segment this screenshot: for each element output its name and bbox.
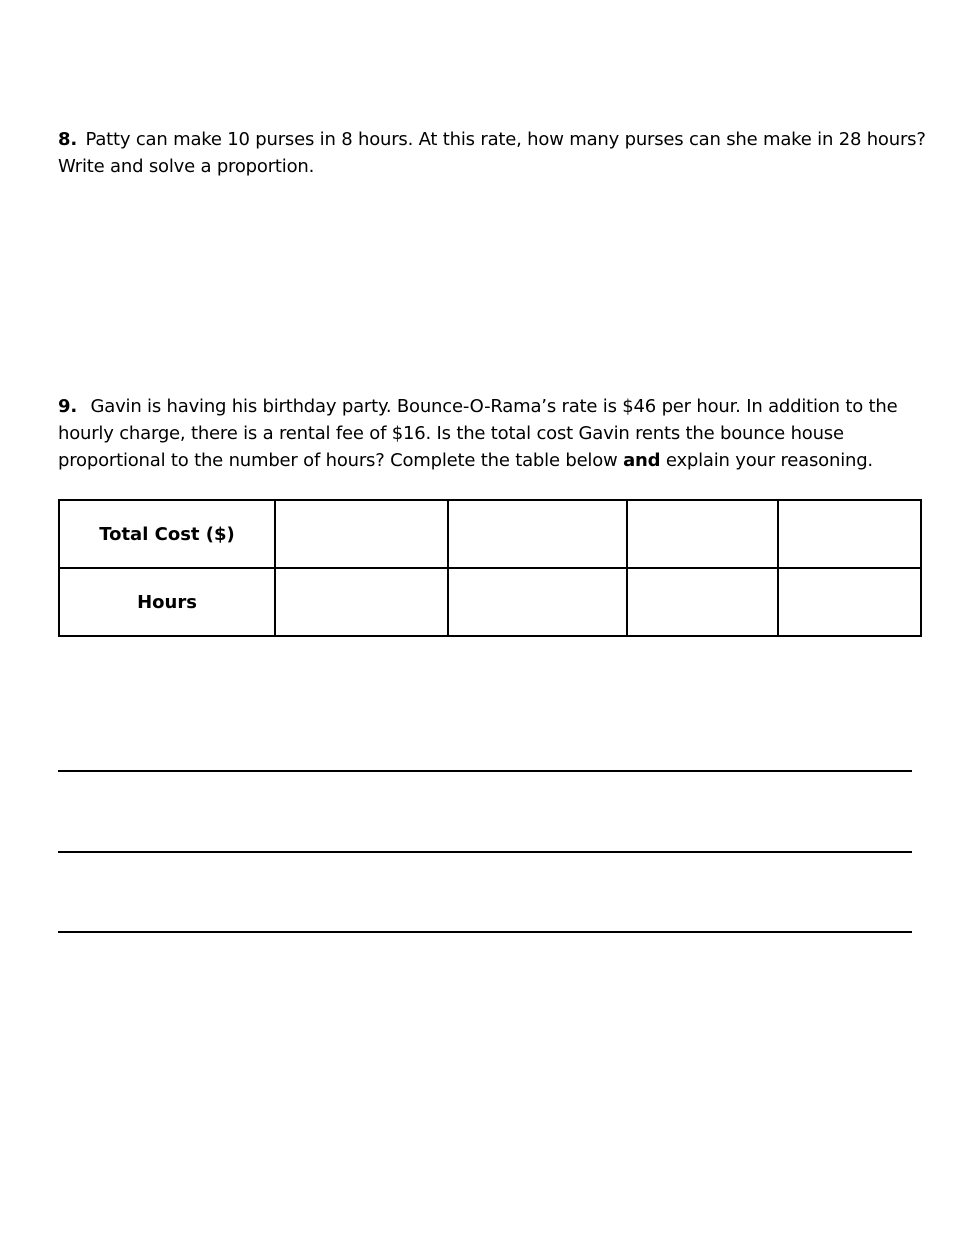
question-8-text: Patty can make 10 purses in 8 hours. At this rate, how many purses can she make in 28 hours? Write and solve a proportion. <box>58 129 926 177</box>
table-cell-answer[interactable] <box>448 568 627 636</box>
table-row-total-cost <box>59 500 921 568</box>
answer-line-2[interactable] <box>58 851 912 853</box>
table-cell-answer[interactable] <box>448 500 627 568</box>
question-9-bold-word: and <box>623 450 661 471</box>
question-8 <box>58 126 928 180</box>
answer-line-1[interactable] <box>58 770 912 772</box>
answer-line-3[interactable] <box>58 931 912 933</box>
table-cell-answer[interactable] <box>275 568 448 636</box>
table-cell-answer[interactable] <box>778 500 921 568</box>
question-9-number: 9. <box>58 396 77 417</box>
table-cell-answer[interactable] <box>778 568 921 636</box>
question-8-number: 8. <box>58 129 77 150</box>
row-label-total-cost: Total Cost ($) <box>59 500 275 568</box>
table-cell-answer[interactable] <box>275 500 448 568</box>
row-label-hours: Hours <box>59 568 275 636</box>
table-row-hours <box>59 568 921 636</box>
question-9-text-end: explain your reasoning. <box>665 450 873 471</box>
table-cell-answer[interactable] <box>627 500 779 568</box>
cost-hours-table <box>58 499 922 637</box>
question-9-text: Gavin is having his birthday party. Bounce-O-Rama’s rate is $46 per hour. In addition to the hourly charge, there is a rental fee of $16. Is the total cost Gavin rents the bounce house proportional to the number of hours? Complete the table below <box>58 396 898 471</box>
question-9 <box>58 393 928 474</box>
table-cell-answer[interactable] <box>627 568 779 636</box>
